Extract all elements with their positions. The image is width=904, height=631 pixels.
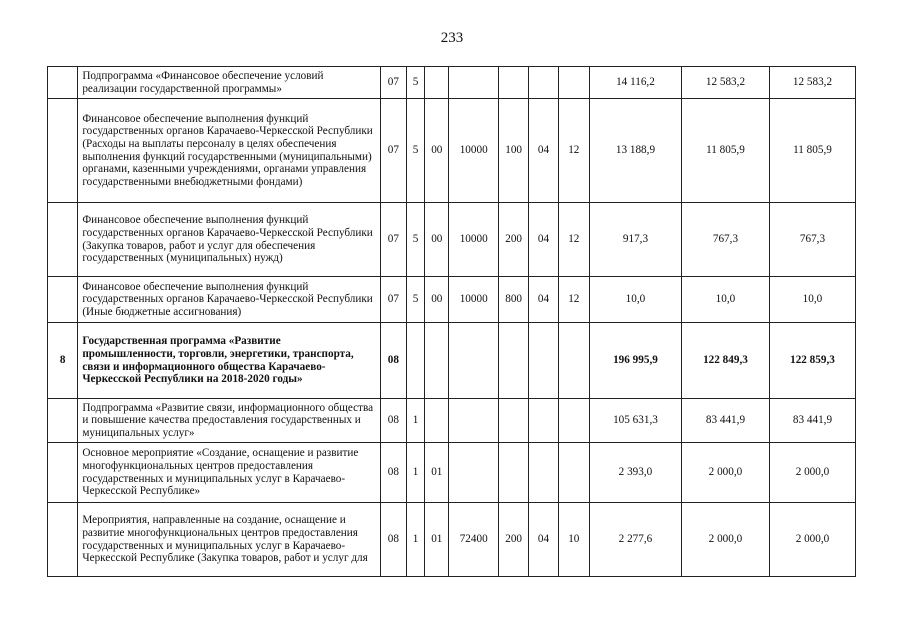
code-event — [425, 323, 449, 399]
row-number — [48, 399, 78, 443]
code-direction: 72400 — [449, 503, 499, 577]
code-chapter — [529, 399, 558, 443]
page-number: 233 — [440, 30, 464, 46]
amount-year-2: 10,0 — [681, 277, 769, 323]
amount-year-2: 83 441,9 — [681, 399, 769, 443]
budget-table — [47, 66, 856, 577]
code-subprogram: 1 — [406, 503, 424, 577]
code-expense-type — [498, 443, 528, 503]
code-expense-type — [498, 323, 528, 399]
code-chapter: 04 — [529, 203, 558, 277]
row-name: Подпрограмма «Финансовое обеспечение условий реализации государственной программы» — [78, 67, 380, 99]
table-row — [48, 203, 856, 277]
code-subsection — [558, 399, 589, 443]
amount-year-2: 122 849,3 — [681, 323, 769, 399]
row-name: Государственная программа «Развитие промышленности, торговли, энергетики, транспорта, связи и информационного общества Карачаево-Черкесской Республики на 2018-2020 годы» — [78, 323, 380, 399]
row-name: Мероприятия, направленные на создание, оснащение и развитие многофункциональных центров предоставления государственных и муниципальных услуг в Карачаево-Черкесской Республике (Закупка товаров, работ и услуг для — [78, 503, 380, 577]
code-expense-type: 800 — [498, 277, 528, 323]
amount-year-3: 11 805,9 — [769, 99, 855, 203]
code-event — [425, 67, 449, 99]
code-chapter: 04 — [529, 99, 558, 203]
code-event: 01 — [425, 443, 449, 503]
amount-year-3: 2 000,0 — [769, 503, 855, 577]
code-section: 08 — [380, 443, 406, 503]
amount-year-1: 2 277,6 — [589, 503, 681, 577]
code-section: 08 — [380, 503, 406, 577]
code-subprogram: 5 — [406, 99, 424, 203]
code-chapter: 04 — [529, 503, 558, 577]
row-number — [48, 203, 78, 277]
amount-year-3: 83 441,9 — [769, 399, 855, 443]
amount-year-1: 13 188,9 — [589, 99, 681, 203]
amount-year-1: 10,0 — [589, 277, 681, 323]
table-row — [48, 323, 856, 399]
table-row — [48, 67, 856, 99]
amount-year-1: 14 116,2 — [589, 67, 681, 99]
code-subsection: 10 — [558, 503, 589, 577]
code-subsection — [558, 443, 589, 503]
code-expense-type: 200 — [498, 503, 528, 577]
code-subsection: 12 — [558, 99, 589, 203]
code-event: 01 — [425, 503, 449, 577]
code-chapter: 04 — [529, 277, 558, 323]
code-section: 07 — [380, 203, 406, 277]
code-subsection: 12 — [558, 203, 589, 277]
amount-year-3: 767,3 — [769, 203, 855, 277]
code-direction: 10000 — [449, 277, 499, 323]
code-expense-type: 200 — [498, 203, 528, 277]
code-section: 07 — [380, 277, 406, 323]
code-event: 00 — [425, 99, 449, 203]
amount-year-3: 12 583,2 — [769, 67, 855, 99]
code-subprogram: 5 — [406, 203, 424, 277]
amount-year-2: 11 805,9 — [681, 99, 769, 203]
code-event — [425, 399, 449, 443]
row-number — [48, 99, 78, 203]
amount-year-1: 2 393,0 — [589, 443, 681, 503]
code-subprogram: 5 — [406, 67, 424, 99]
amount-year-2: 2 000,0 — [681, 503, 769, 577]
code-direction — [449, 323, 499, 399]
code-subsection — [558, 67, 589, 99]
row-name: Финансовое обеспечение выполнения функций государственных органов Карачаево-Черкесской Республики (Расходы на выплаты персоналу в целях обеспечения выполнения функций государственными (муниципальными) органами, казенными учреждениями, органами управления государственными внебюджетными фондами) — [78, 99, 380, 203]
code-direction — [449, 443, 499, 503]
code-section: 08 — [380, 323, 406, 399]
table-row — [48, 503, 856, 577]
amount-year-3: 122 859,3 — [769, 323, 855, 399]
amount-year-3: 2 000,0 — [769, 443, 855, 503]
table-row — [48, 99, 856, 203]
code-subprogram: 1 — [406, 443, 424, 503]
row-name: Финансовое обеспечение выполнения функций государственных органов Карачаево-Черкесской Республики (Закупка товаров, работ и услуг для обеспечения государственных (муниципальных) нужд) — [78, 203, 380, 277]
code-direction — [449, 67, 499, 99]
row-number — [48, 503, 78, 577]
code-section: 07 — [380, 99, 406, 203]
code-section: 07 — [380, 67, 406, 99]
code-subprogram: 1 — [406, 399, 424, 443]
amount-year-1: 196 995,9 — [589, 323, 681, 399]
code-chapter — [529, 323, 558, 399]
code-event: 00 — [425, 277, 449, 323]
row-number — [48, 443, 78, 503]
code-subprogram — [406, 323, 424, 399]
amount-year-2: 2 000,0 — [681, 443, 769, 503]
amount-year-2: 12 583,2 — [681, 67, 769, 99]
code-expense-type — [498, 67, 528, 99]
code-section: 08 — [380, 399, 406, 443]
code-subsection: 12 — [558, 277, 589, 323]
code-expense-type — [498, 399, 528, 443]
row-name: Финансовое обеспечение выполнения функций государственных органов Карачаево-Черкесской Республики (Иные бюджетные ассигнования) — [78, 277, 380, 323]
table-row — [48, 443, 856, 503]
code-chapter — [529, 67, 558, 99]
row-name: Основное мероприятие «Создание, оснащение и развитие многофункциональных центров предоставления государственных и муниципальных услуг в Карачаево-Черкесской Республике» — [78, 443, 380, 503]
row-number — [48, 67, 78, 99]
code-expense-type: 100 — [498, 99, 528, 203]
row-number: 8 — [48, 323, 78, 399]
row-number — [48, 277, 78, 323]
code-chapter — [529, 443, 558, 503]
code-direction: 10000 — [449, 203, 499, 277]
code-event: 00 — [425, 203, 449, 277]
table-row — [48, 277, 856, 323]
code-subsection — [558, 323, 589, 399]
code-subprogram: 5 — [406, 277, 424, 323]
code-direction: 10000 — [449, 99, 499, 203]
row-name: Подпрограмма «Развитие связи, информационного общества и повышение качества предоставления государственных и муниципальных услуг» — [78, 399, 380, 443]
amount-year-1: 105 631,3 — [589, 399, 681, 443]
amount-year-2: 767,3 — [681, 203, 769, 277]
code-direction — [449, 399, 499, 443]
amount-year-1: 917,3 — [589, 203, 681, 277]
amount-year-3: 10,0 — [769, 277, 855, 323]
table-row — [48, 399, 856, 443]
